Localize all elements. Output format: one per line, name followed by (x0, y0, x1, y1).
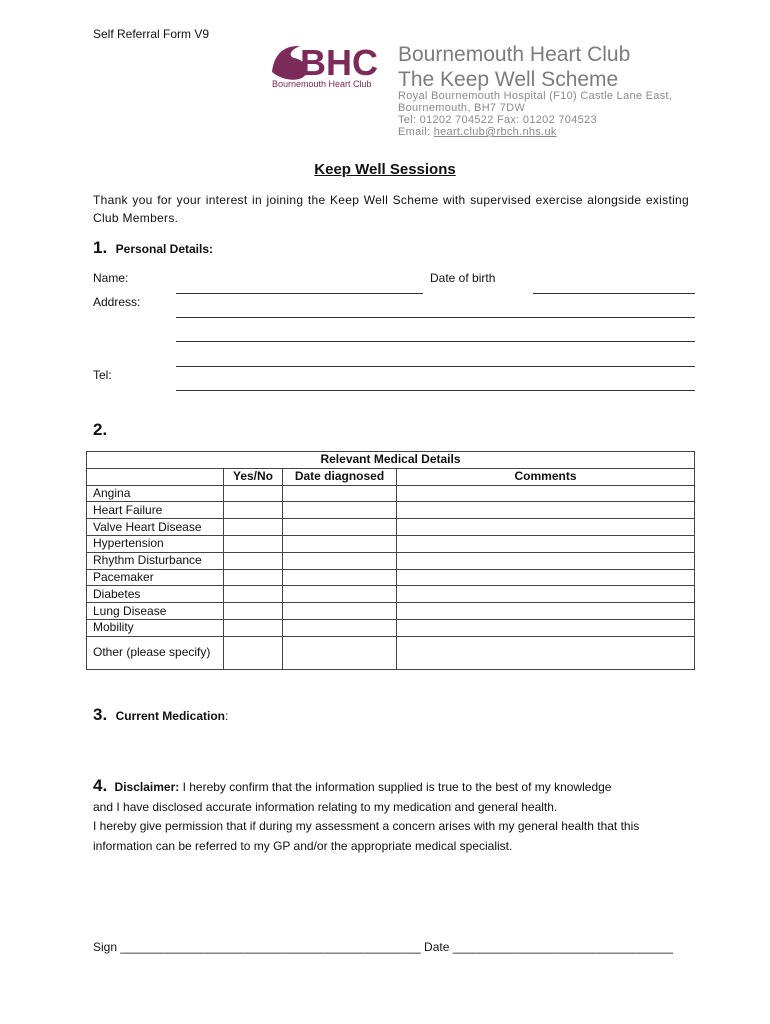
sign-label: Sign (93, 940, 118, 954)
date-cell[interactable] (283, 535, 397, 552)
address-line-2: Bournemouth, BH7 7DW (398, 102, 526, 114)
email-row (398, 126, 672, 138)
yes-no-cell[interactable] (224, 535, 283, 552)
address-line-1: Royal Bournemouth Hospital (F10) Castle Lane East, (398, 90, 673, 102)
date-cell[interactable] (283, 485, 397, 502)
table-row (87, 535, 695, 552)
comments-cell[interactable] (397, 535, 695, 552)
disclaimer-line-1 (93, 776, 703, 798)
disclaimer-block (93, 776, 703, 856)
table-row (87, 586, 695, 603)
yes-no-cell[interactable] (224, 519, 283, 536)
date-field[interactable]: _________________________________ (452, 940, 673, 954)
intro-text: Thank you for your interest in joining the Keep Well Scheme with supervised exercise alongside existing Club Members. (93, 193, 689, 225)
address-label: Address: (93, 295, 141, 309)
condition-label: Pacemaker (87, 569, 224, 586)
table-title-row (87, 452, 695, 469)
date-cell[interactable] (283, 619, 397, 636)
section-label: Disclaimer: (114, 780, 180, 794)
yes-no-cell[interactable] (224, 603, 283, 620)
section-2-number: 2. (93, 420, 108, 439)
comments-cell[interactable] (397, 603, 695, 620)
comments-cell[interactable] (397, 519, 695, 536)
table-row (87, 502, 695, 519)
address-field-line-1[interactable] (176, 317, 695, 318)
disclaimer-text-1: I hereby confirm that the information supplied is true to the best of my knowledge (179, 780, 612, 794)
section-number: 3. (93, 705, 108, 724)
date-cell[interactable] (283, 603, 397, 620)
org-name: Bournemouth Heart Club (398, 43, 631, 66)
tel-label: Tel: (93, 368, 112, 382)
table-row (87, 569, 695, 586)
signature-row (93, 940, 673, 954)
comments-cell[interactable] (397, 636, 695, 669)
name-field[interactable] (176, 293, 423, 294)
yes-no-cell[interactable] (224, 502, 283, 519)
date-cell[interactable] (283, 636, 397, 669)
yes-no-cell[interactable] (224, 552, 283, 569)
logo-letters: BHC (300, 42, 378, 83)
condition-label: Valve Heart Disease (87, 519, 224, 536)
date-cell[interactable] (283, 569, 397, 586)
yes-no-cell[interactable] (224, 619, 283, 636)
logo-subtitle: Bournemouth Heart Club (272, 79, 372, 89)
address-field-line-2[interactable] (176, 341, 695, 342)
name-label: Name: (93, 271, 129, 285)
form-version: Self Referral Form V9 (93, 27, 210, 41)
sign-field[interactable]: _____________________________________________ (120, 940, 421, 954)
phone-fax: Tel: 01202 704522 Fax: 01202 704523 (398, 114, 597, 126)
yes-no-cell[interactable] (224, 569, 283, 586)
comments-cell[interactable] (397, 485, 695, 502)
header-yes-no: Yes/No (224, 468, 283, 485)
disclaimer-text-3: I hereby give permission that if during my assessment a concern arises with my general health that this (93, 819, 640, 833)
condition-label: Hypertension (87, 535, 224, 552)
yes-no-cell[interactable] (224, 485, 283, 502)
section-number: 4. (93, 776, 108, 795)
header-comments: Comments (397, 468, 695, 485)
yes-no-cell[interactable] (224, 586, 283, 603)
section-3-heading (93, 705, 228, 725)
section-label: Personal Details: (115, 242, 214, 256)
tel-field[interactable] (176, 390, 695, 391)
disclaimer-text-4: information can be referred to my GP and/or the appropriate medical specialist. (93, 838, 513, 853)
condition-label: Lung Disease (87, 603, 224, 620)
date-cell[interactable] (283, 519, 397, 536)
header-condition (87, 468, 224, 485)
table-header-row (87, 468, 695, 485)
scheme-name: The Keep Well Scheme (398, 68, 619, 91)
header-date-diagnosed: Date diagnosed (283, 468, 397, 485)
section-label-colon: : (224, 709, 229, 723)
section-number: 1. (93, 238, 108, 257)
condition-label: Heart Failure (87, 502, 224, 519)
section-label: Current Medication (115, 709, 225, 723)
comments-cell[interactable] (397, 502, 695, 519)
date-cell[interactable] (283, 552, 397, 569)
address-field-line-3[interactable] (176, 366, 695, 367)
dob-label: Date of birth (430, 271, 496, 285)
email-label: Email: (398, 126, 434, 138)
contact-block (398, 90, 672, 138)
table-title: Relevant Medical Details (87, 452, 695, 469)
disclaimer-text-2: and I have disclosed accurate information relating to my medication and general health. (93, 799, 558, 814)
condition-label: Mobility (87, 619, 224, 636)
date-label: Date (424, 940, 450, 954)
comments-cell[interactable] (397, 586, 695, 603)
condition-label: Diabetes (87, 586, 224, 603)
table-row (87, 619, 695, 636)
condition-label: Angina (87, 485, 224, 502)
date-cell[interactable] (283, 502, 397, 519)
comments-cell[interactable] (397, 619, 695, 636)
condition-label: Rhythm Disturbance (87, 552, 224, 569)
date-cell[interactable] (283, 586, 397, 603)
org-block (398, 42, 630, 92)
page-title: Keep Well Sessions (314, 161, 456, 178)
medical-details-table (86, 451, 695, 670)
comments-cell[interactable] (397, 569, 695, 586)
yes-no-cell[interactable] (224, 636, 283, 669)
table-row (87, 552, 695, 569)
comments-cell[interactable] (397, 552, 695, 569)
table-row (87, 636, 695, 669)
table-row (87, 519, 695, 536)
email-link[interactable]: heart.club@rbch.nhs.uk (433, 126, 557, 138)
condition-label: Other (please specify) (87, 636, 224, 669)
table-row (87, 485, 695, 502)
dob-field[interactable] (533, 293, 695, 294)
table-row (87, 603, 695, 620)
section-1-heading (93, 238, 213, 258)
